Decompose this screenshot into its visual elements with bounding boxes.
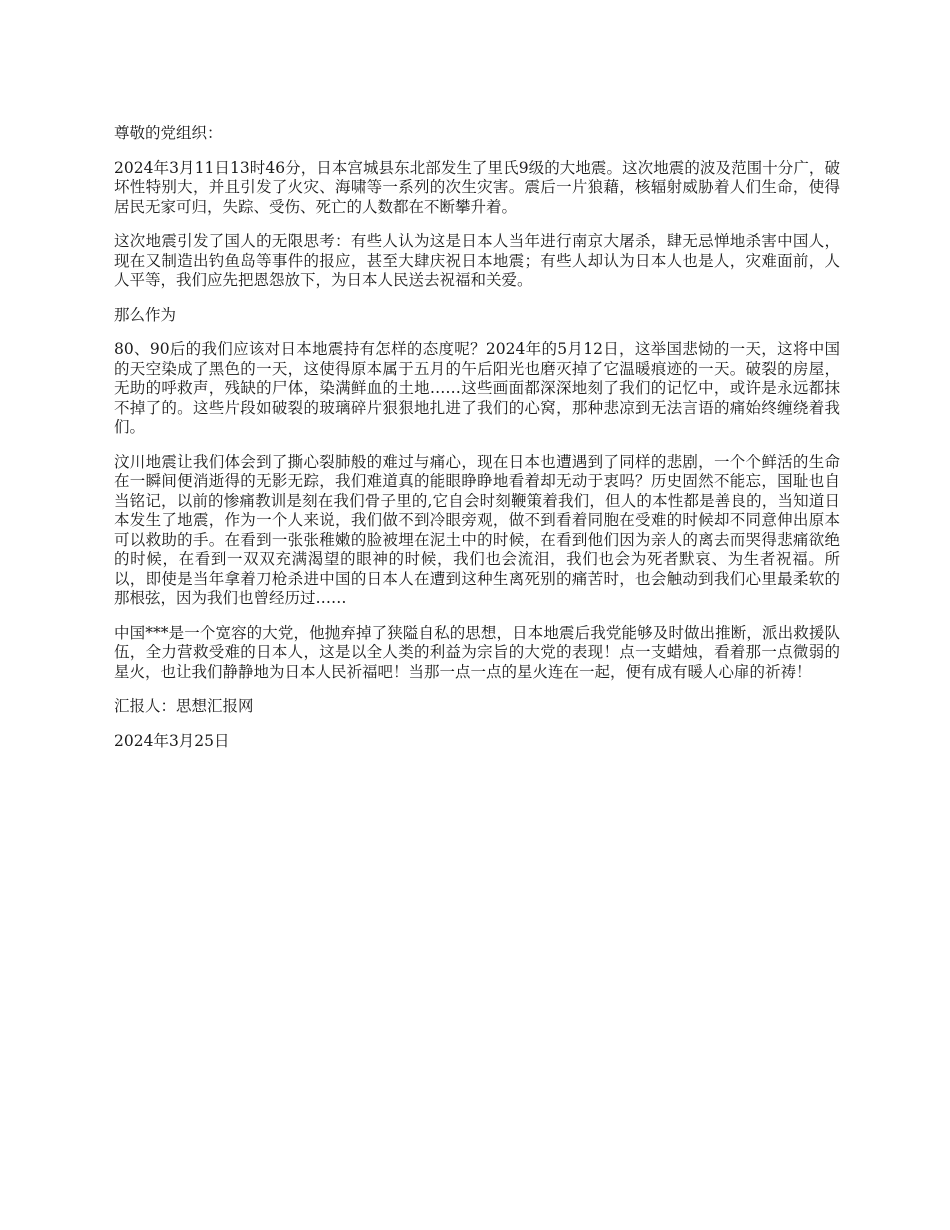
paragraph-public-reaction: 这次地震引发了国人的无限思考：有些人认为这是日本人当年进行南京大屠杀，肆无忌惮地杀害中国人，现在又制造出钓鱼岛等事件的报应，甚至大肆庆祝日本地震；有些人却认为日本人也是人，灾难面前，人人平等，我们应先把恩怨放下，为日本人民送去祝福和关爱。: [114, 232, 840, 289]
report-date: 2024年3月25日: [114, 731, 230, 750]
paragraph-earthquake-report: 2024年3月11日13时46分，日本宫城县东北部发生了里氏9级的大地震。这次地震的波及范围十分广，破坏性特别大，并且引发了火灾、海啸等一系列的次生灾害。震后一片狼藉，核辐射威胁着人们生命，使得居民无家可归，失踪、受伤、死亡的人数都在不断攀升着。: [114, 158, 840, 216]
paragraph-party-tolerance: 中国***是一个宽容的大党，他抛弃掉了狭隘自私的思想，日本地震后我党能够及时做出推断，派出救援队伍，全力营救受难的日本人，这是以全人类的利益为宗旨的大党的表现！点一支蜡烛，看着那一点微弱的星火，也让我们静静地为日本人民祈福吧！当那一点一点的星火连在一起，便有成有暖人心扉的祈祷！: [114, 623, 840, 681]
paragraph-generation-attitude: 80、90后的我们应该对日本地震持有怎样的态度呢？2024年的5月12日，这举国悲恸的一天，这将中国的天空染成了黑色的一天，这使得原本属于五月的午后阳光也磨灭掉了它温暖痕迹的一天。破裂的房屋，无助的呼救声，残缺的尸体，染满鲜血的土地……这些画面都深深地刻了我们的记忆中，或许是永远都抹不掉了的。这些片段如破裂的玻璃碎片狠狠地扎进了我们的心窝，那种悲凉到无法言语的痛始终缠绕着我们。: [114, 340, 840, 436]
paragraph-wenchuan-reflection: 汶川地震让我们体会到了撕心裂肺般的难过与痛心，现在日本也遭遇到了同样的悲剧，一个个鲜活的生命在一瞬间便消逝得的无影无踪，我们难道真的能眼睁睁地看着却无动于衷吗？历史固然不能忘，国耻也自当铭记，以前的惨痛教训是刻在我们骨子里的,它自会时刻鞭策着我们，但人的本性都是善良的，当知道日本发生了地震，作为一个人来说，我们做不到冷眼旁观，做不到看着同胞在受难的时候却不同意伸出原本可以救助的手。在看到一张张稚嫩的脸被埋在泥土中的时候，在看到他们因为亲人的离去而哭得悲痛欲绝的时候，在看到一双双充满渴望的眼神的时候，我们也会流泪，我们也会为死者默哀、为生者祝福。所以，即使是当年拿着刀枪杀进中国的日本人在遭到这种生离死别的痛苦时，也会触动到我们心里最柔软的那根弦，因为我们也曾经历过……: [114, 452, 840, 607]
paragraph-transition: 那么作为: [114, 305, 177, 324]
reporter-line: 汇报人：思想汇报网: [114, 697, 254, 715]
salutation: 尊敬的党组织：: [114, 124, 223, 142]
document-body: [114, 124, 840, 766]
